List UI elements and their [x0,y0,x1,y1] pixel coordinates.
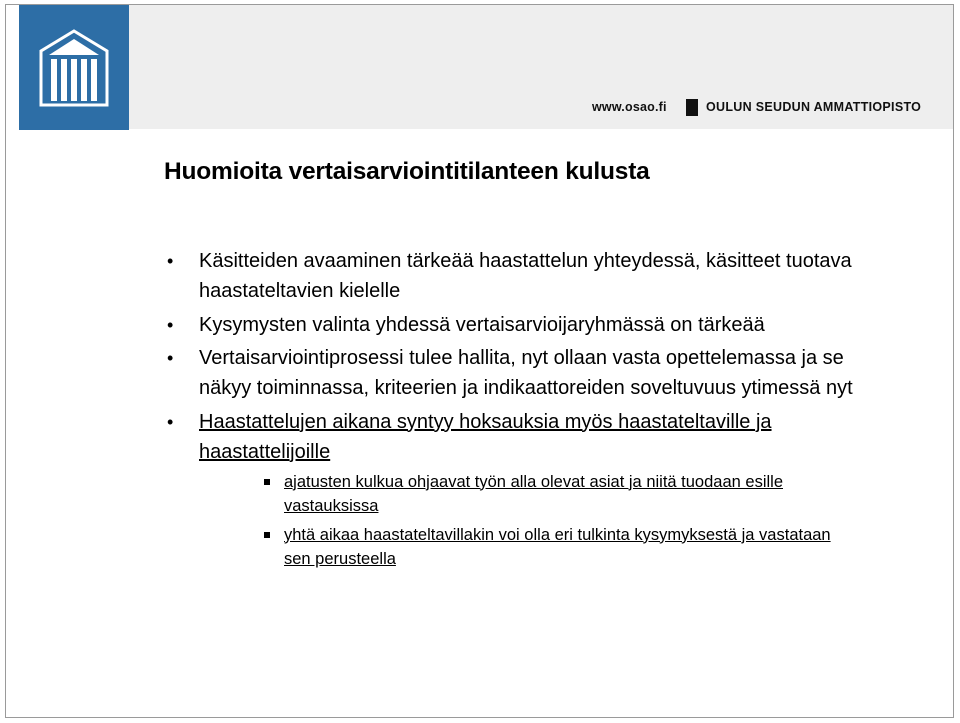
bullet-list [164,246,864,576]
sub-bullet-list [199,470,864,571]
list-item-text: Vertaisarviointiprosessi tulee hallita, nyt ollaan vasta opettelemassa ja se näkyy toiminnassa, kriteerien ja indikaattoreiden soveltuvuus ytimessä nyt [199,347,853,399]
bullet-dot: • [167,411,174,432]
sub-list-item [268,470,855,518]
sub-list-item-text: ajatusten kulkua ohjaavat työn alla olevat asiat ja niitä tuodaan esille vastauksissa [284,472,783,515]
square-bullet-icon [264,532,270,538]
list-item [164,343,864,403]
bullet-dot: • [167,314,174,335]
bullet-dot: • [167,251,174,271]
list-item-text: Haastattelujen aikana syntyy hoksauksia myös haastateltaville ja haastattelijoille [199,410,772,463]
organization-name: OULUN SEUDUN AMMATTIOPISTO [706,100,922,114]
site-url: www.osao.fi [592,100,667,114]
slide [5,4,954,718]
list-item [164,246,864,306]
list-item-text: Kysymysten valinta yhdessä vertaisarvioijaryhmässä on tärkeää [199,313,765,336]
slide-title: Huomioita vertaisarviointitilanteen kulusta [164,158,650,185]
bullet-dot: • [167,348,174,368]
logo [19,5,129,130]
list-item [164,407,864,571]
osao-building-logo-icon [39,29,109,107]
list-item [164,310,864,340]
list-item-text: Käsitteiden avaaminen tärkeää haastattelun yhteydessä, käsitteet tuotava haastateltavien kielelle [199,250,852,302]
sub-list-item [268,523,855,571]
header-separator [686,99,698,116]
square-bullet-icon [264,479,270,485]
sub-list-item-text: yhtä aikaa haastateltavillakin voi olla eri tulkinta kysymyksestä ja vastataan sen perusteella [284,525,831,568]
